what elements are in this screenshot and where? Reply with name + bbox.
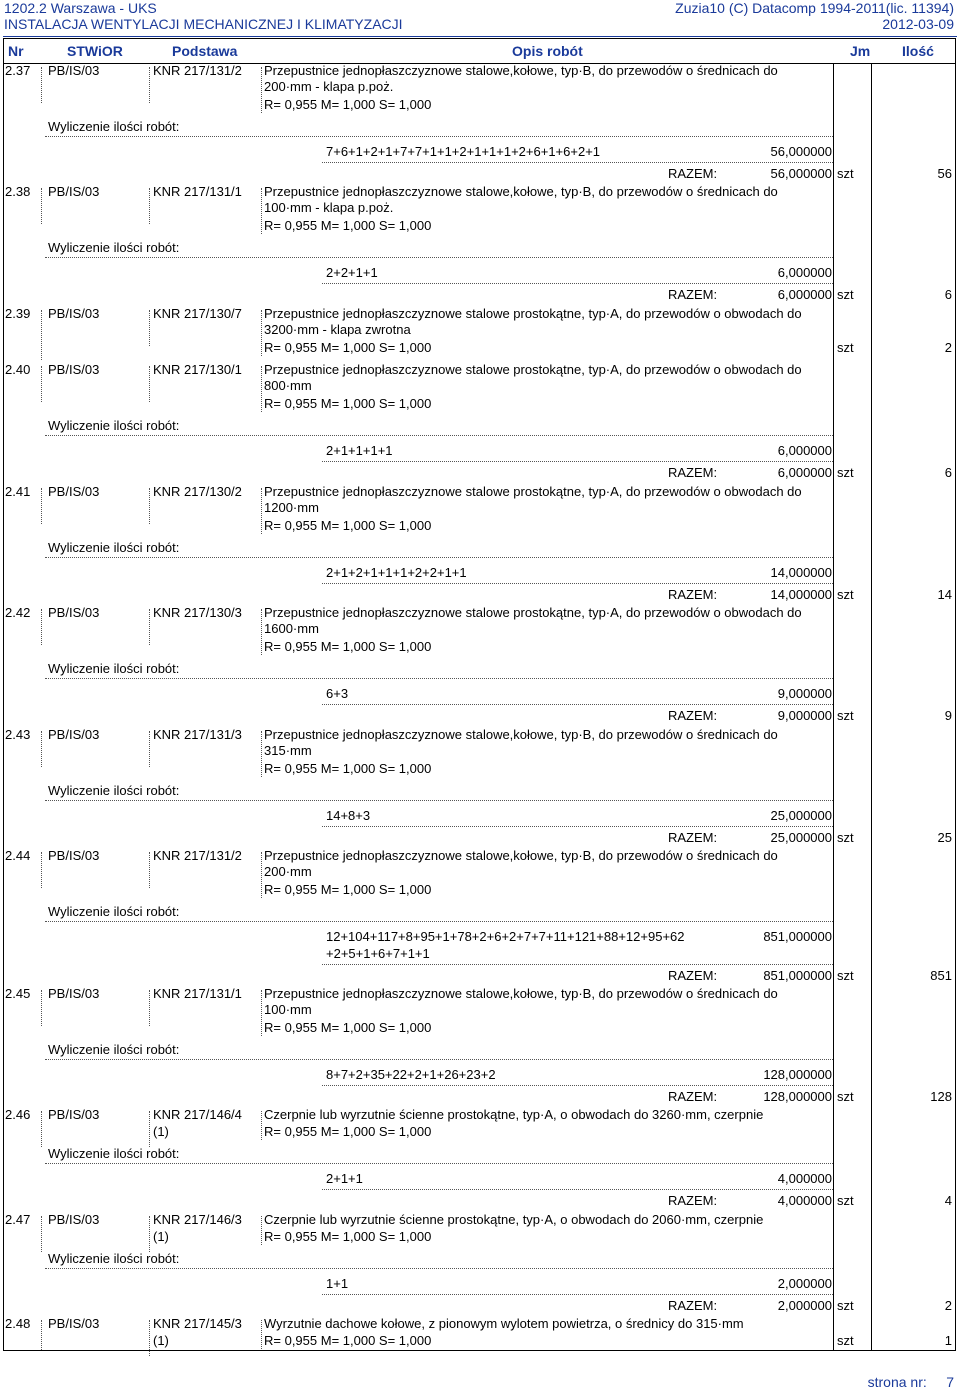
row-unit: szt (837, 1089, 854, 1104)
row-unit: szt (837, 968, 854, 983)
row-divider-desc (261, 1320, 262, 1349)
row-divider-podstawa (149, 188, 150, 224)
row-divider-nr (41, 1320, 42, 1350)
row-coefficients: R= 0,955 M= 1,000 S= 1,000 (264, 1124, 432, 1139)
calc-expression: 2+1+1 (326, 1171, 363, 1186)
calc-value-separator (322, 1189, 833, 1190)
column-divider-qty (871, 63, 872, 1350)
calc-expression: 1+1 (326, 1276, 349, 1291)
row-podstawa: KNR 217/130/1 (153, 362, 242, 377)
row-stwior: PB/IS/03 (48, 484, 100, 499)
row-quantity: 2 (944, 340, 952, 355)
col-header-podstawa: Podstawa (172, 43, 238, 59)
row-divider-desc (261, 1111, 262, 1140)
row-podstawa: KNR 217/131/1 (153, 184, 242, 199)
razem-value: 14,000000 (770, 587, 832, 602)
calc-separator (45, 921, 833, 922)
row-coefficients: R= 0,955 M= 1,000 S= 1,000 (264, 97, 432, 112)
row-stwior: PB/IS/03 (48, 362, 100, 377)
razem-label: RAZEM: (668, 1298, 718, 1313)
row-nr: 2.41 (5, 484, 31, 499)
calc-label: Wyliczenie ilości robót: (48, 1251, 180, 1266)
row-nr: 2.47 (5, 1212, 31, 1227)
cost-estimate-table (3, 38, 956, 1351)
row-divider-desc (261, 188, 262, 234)
calc-value: 25,000000 (770, 808, 832, 823)
row-divider-podstawa (149, 310, 150, 346)
row-stwior: PB/IS/03 (48, 727, 100, 742)
row-divider-podstawa (149, 67, 150, 103)
razem-value: 128,000000 (763, 1089, 832, 1104)
row-unit: szt (837, 166, 854, 181)
page-label: strona nr: (867, 1374, 927, 1390)
section-title: INSTALACJA WENTYLACJI MECHANICZNEJ I KLIMATYZACJI (4, 16, 403, 32)
row-quantity: 14 (937, 587, 952, 602)
row-description: Przepustnice jednopłaszczyznowe stalowe,kołowe, typ·B, do przewodów o średnicach do 100·mm - klapa p.poż. (264, 184, 778, 215)
row-stwior: PB/IS/03 (48, 605, 100, 620)
row-coefficients: R= 0,955 M= 1,000 S= 1,000 (264, 761, 432, 776)
row-quantity: 128 (930, 1089, 952, 1104)
calc-expression: 2+2+1+1 (326, 265, 378, 280)
calc-value-separator (322, 826, 833, 827)
row-stwior: PB/IS/03 (48, 63, 100, 78)
row-divider-podstawa (149, 852, 150, 888)
row-podstawa: KNR 217/131/2 (153, 63, 242, 78)
row-quantity: 56 (937, 166, 952, 181)
row-quantity: 2 (944, 1298, 952, 1313)
calc-value-separator (322, 461, 833, 462)
row-unit: szt (837, 340, 854, 355)
row-podstawa: KNR 217/131/1 (153, 986, 242, 1001)
row-divider-nr (41, 310, 42, 360)
row-coefficients: R= 0,955 M= 1,000 S= 1,000 (264, 1333, 432, 1348)
row-podstawa: KNR 217/131/3 (153, 727, 242, 742)
razem-label: RAZEM: (668, 166, 718, 181)
calc-value: 2,000000 (777, 1276, 832, 1291)
row-nr: 2.42 (5, 605, 31, 620)
calc-expression: 14+8+3 (326, 808, 371, 823)
row-nr: 2.39 (5, 306, 31, 321)
row-nr: 2.38 (5, 184, 31, 199)
row-description: Przepustnice jednopłaszczyznowe stalowe,kołowe, typ·B, do przewodów o średnicach do 315·mm (264, 727, 778, 758)
row-quantity: 1 (944, 1333, 952, 1348)
calc-expression: 7+6+1+2+1+7+7+1+1+2+1+1+1+2+6+1+6+2+1 (326, 144, 601, 159)
row-unit: szt (837, 287, 854, 302)
row-divider-nr (41, 1216, 42, 1252)
row-description: Przepustnice jednopłaszczyznowe stalowe,kołowe, typ·B, do przewodów o średnicach do 100·mm (264, 986, 778, 1017)
row-podstawa: KNR 217/146/3 (153, 1212, 242, 1227)
row-stwior: PB/IS/03 (48, 1212, 100, 1227)
row-quantity: 6 (944, 465, 952, 480)
row-podstawa-sub: (1) (153, 1124, 169, 1139)
row-divider-podstawa (149, 609, 150, 645)
calc-value: 9,000000 (777, 686, 832, 701)
row-nr: 2.46 (5, 1107, 31, 1122)
calc-value-separator (322, 583, 833, 584)
razem-label: RAZEM: (668, 465, 718, 480)
row-divider-podstawa (149, 488, 150, 524)
row-divider-nr (41, 366, 42, 402)
calc-value-separator (322, 1294, 833, 1295)
row-divider-desc (261, 366, 262, 412)
col-header-opis: Opis robót (512, 43, 583, 59)
calc-value-separator (322, 1085, 833, 1086)
row-divider-podstawa (149, 1216, 150, 1252)
row-stwior: PB/IS/03 (48, 1107, 100, 1122)
row-coefficients: R= 0,955 M= 1,000 S= 1,000 (264, 218, 432, 233)
razem-label: RAZEM: (668, 1089, 718, 1104)
row-nr: 2.48 (5, 1316, 31, 1331)
row-quantity: 851 (930, 968, 952, 983)
row-divider-desc (261, 1216, 262, 1245)
calc-value-separator (322, 704, 833, 705)
row-nr: 2.45 (5, 986, 31, 1001)
calc-label: Wyliczenie ilości robót: (48, 119, 180, 134)
row-unit: szt (837, 830, 854, 845)
razem-value: 6,000000 (777, 287, 832, 302)
calc-separator (45, 257, 833, 258)
row-podstawa-sub: (1) (153, 1333, 169, 1348)
row-description: Czerpnie lub wyrzutnie ścienne prostokątne, typ·A, o obwodach do 3260·mm, czerpnie (264, 1107, 764, 1122)
calc-value: 6,000000 (777, 443, 832, 458)
calc-separator (45, 435, 833, 436)
row-divider-desc (261, 310, 262, 356)
calc-label: Wyliczenie ilości robót: (48, 904, 180, 919)
calc-separator (45, 557, 833, 558)
calc-expression: 2+1+2+1+1+1+2+2+1+1 (326, 565, 467, 580)
row-podstawa: KNR 217/130/3 (153, 605, 242, 620)
row-divider-nr (41, 488, 42, 524)
razem-label: RAZEM: (668, 830, 718, 845)
document-date: 2012-03-09 (882, 16, 954, 32)
razem-value: 4,000000 (777, 1193, 832, 1208)
header-divider (3, 36, 957, 37)
row-divider-nr (41, 67, 42, 103)
row-description: Przepustnice jednopłaszczyznowe stalowe prostokątne, typ·A, do przewodów o obwodach do 1600·mm (264, 605, 802, 636)
col-header-stwior: STWiOR (67, 43, 123, 59)
row-divider-podstawa (149, 1320, 150, 1356)
row-podstawa: KNR 217/130/2 (153, 484, 242, 499)
row-divider-nr (41, 188, 42, 224)
row-divider-podstawa (149, 366, 150, 402)
row-description: Przepustnice jednopłaszczyznowe stalowe,kołowe, typ·B, do przewodów o średnicach do 200·mm - klapa p.poż. (264, 63, 778, 94)
row-unit: szt (837, 1298, 854, 1313)
row-quantity: 6 (944, 287, 952, 302)
row-quantity: 4 (944, 1193, 952, 1208)
calc-separator (45, 678, 833, 679)
row-nr: 2.43 (5, 727, 31, 742)
row-description: Czerpnie lub wyrzutnie ścienne prostokątne, typ·A, o obwodach do 2060·mm, czerpnie (264, 1212, 764, 1227)
calc-label: Wyliczenie ilości robót: (48, 540, 180, 555)
razem-value: 25,000000 (770, 830, 832, 845)
page-number: 7 (946, 1374, 954, 1390)
calc-value: 4,000000 (777, 1171, 832, 1186)
calc-value-separator (322, 964, 833, 965)
calc-label: Wyliczenie ilości robót: (48, 661, 180, 676)
row-nr: 2.44 (5, 848, 31, 863)
row-quantity: 9 (944, 708, 952, 723)
row-coefficients: R= 0,955 M= 1,000 S= 1,000 (264, 518, 432, 533)
razem-label: RAZEM: (668, 287, 718, 302)
row-coefficients: R= 0,955 M= 1,000 S= 1,000 (264, 340, 432, 355)
calc-separator (45, 136, 833, 137)
calc-separator (45, 800, 833, 801)
row-unit: szt (837, 587, 854, 602)
calc-value: 6,000000 (777, 265, 832, 280)
row-divider-desc (261, 609, 262, 655)
razem-value: 851,000000 (763, 968, 832, 983)
calc-value: 128,000000 (763, 1067, 832, 1082)
row-coefficients: R= 0,955 M= 1,000 S= 1,000 (264, 396, 432, 411)
row-divider-desc (261, 67, 262, 113)
row-stwior: PB/IS/03 (48, 306, 100, 321)
calc-expression: 8+7+2+35+22+2+1+26+23+2 (326, 1067, 496, 1082)
razem-label: RAZEM: (668, 968, 718, 983)
razem-label: RAZEM: (668, 1193, 718, 1208)
row-quantity: 25 (937, 830, 952, 845)
calc-expression-cont: +2+5+1+6+7+1+1 (326, 946, 430, 961)
calc-label: Wyliczenie ilości robót: (48, 1042, 180, 1057)
row-podstawa: KNR 217/145/3 (153, 1316, 242, 1331)
row-divider-nr (41, 990, 42, 1026)
column-divider-jm (833, 63, 834, 1350)
row-unit: szt (837, 1193, 854, 1208)
calc-value-separator (322, 283, 833, 284)
row-coefficients: R= 0,955 M= 1,000 S= 1,000 (264, 639, 432, 654)
row-divider-desc (261, 852, 262, 898)
row-stwior: PB/IS/03 (48, 1316, 100, 1331)
row-stwior: PB/IS/03 (48, 184, 100, 199)
row-divider-podstawa (149, 731, 150, 767)
row-description: Przepustnice jednopłaszczyznowe stalowe prostokątne, typ·A, do przewodów o obwodach do 800·mm (264, 362, 802, 393)
row-coefficients: R= 0,955 M= 1,000 S= 1,000 (264, 1229, 432, 1244)
calc-value: 851,000000 (763, 929, 832, 944)
row-nr: 2.40 (5, 362, 31, 377)
row-unit: szt (837, 1333, 854, 1348)
calc-expression: 2+1+1+1+1 (326, 443, 393, 458)
razem-label: RAZEM: (668, 587, 718, 602)
row-divider-nr (41, 1111, 42, 1147)
calc-label: Wyliczenie ilości robót: (48, 418, 180, 433)
row-divider-podstawa (149, 990, 150, 1026)
calc-value: 56,000000 (770, 144, 832, 159)
row-description: Wyrzutnie dachowe kołowe, z pionowym wylotem powietrza, o średnicy do 315·mm (264, 1316, 744, 1331)
calc-value-separator (322, 162, 833, 163)
razem-value: 56,000000 (770, 166, 832, 181)
row-divider-nr (41, 731, 42, 767)
row-description: Przepustnice jednopłaszczyznowe stalowe prostokątne, typ·A, do przewodów o obwodach do 1200·mm (264, 484, 802, 515)
row-divider-desc (261, 488, 262, 534)
calc-label: Wyliczenie ilości robót: (48, 240, 180, 255)
row-stwior: PB/IS/03 (48, 848, 100, 863)
row-divider-podstawa (149, 1111, 150, 1147)
calc-label: Wyliczenie ilości robót: (48, 783, 180, 798)
row-podstawa: KNR 217/130/7 (153, 306, 242, 321)
col-header-jm: Jm (850, 43, 871, 59)
row-coefficients: R= 0,955 M= 1,000 S= 1,000 (264, 1020, 432, 1035)
col-header-ilosc: Ilość (902, 43, 934, 59)
calc-separator (45, 1268, 833, 1269)
row-divider-nr (41, 852, 42, 888)
razem-value: 2,000000 (777, 1298, 832, 1313)
col-header-nr: Nr (8, 43, 24, 59)
row-unit: szt (837, 708, 854, 723)
row-podstawa: KNR 217/131/2 (153, 848, 242, 863)
razem-label: RAZEM: (668, 708, 718, 723)
row-podstawa: KNR 217/146/4 (153, 1107, 242, 1122)
calc-expression: 6+3 (326, 686, 349, 701)
row-divider-desc (261, 731, 262, 777)
row-description: Przepustnice jednopłaszczyznowe stalowe prostokątne, typ·A, do przewodów o obwodach do 3200·mm - klapa zwrotna (264, 306, 802, 337)
row-stwior: PB/IS/03 (48, 986, 100, 1001)
calc-separator (45, 1163, 833, 1164)
razem-value: 6,000000 (777, 465, 832, 480)
row-nr: 2.37 (5, 63, 31, 78)
project-title: 1202.2 Warszawa - UKS (4, 0, 157, 16)
row-podstawa-sub: (1) (153, 1229, 169, 1244)
row-divider-desc (261, 990, 262, 1036)
calc-separator (45, 1059, 833, 1060)
software-info: Zuzia10 (C) Datacomp 1994-2011(lic. 11394) (675, 0, 954, 16)
calc-value: 14,000000 (770, 565, 832, 580)
row-description: Przepustnice jednopłaszczyznowe stalowe,kołowe, typ·B, do przewodów o średnicach do 200·mm (264, 848, 778, 879)
row-coefficients: R= 0,955 M= 1,000 S= 1,000 (264, 882, 432, 897)
row-unit: szt (837, 465, 854, 480)
page-footer (868, 1374, 954, 1390)
calc-label: Wyliczenie ilości robót: (48, 1146, 180, 1161)
row-divider-nr (41, 609, 42, 645)
calc-expression: 12+104+117+8+95+1+78+2+6+2+7+7+11+121+88+12+95+62 (326, 929, 685, 944)
razem-value: 9,000000 (777, 708, 832, 723)
